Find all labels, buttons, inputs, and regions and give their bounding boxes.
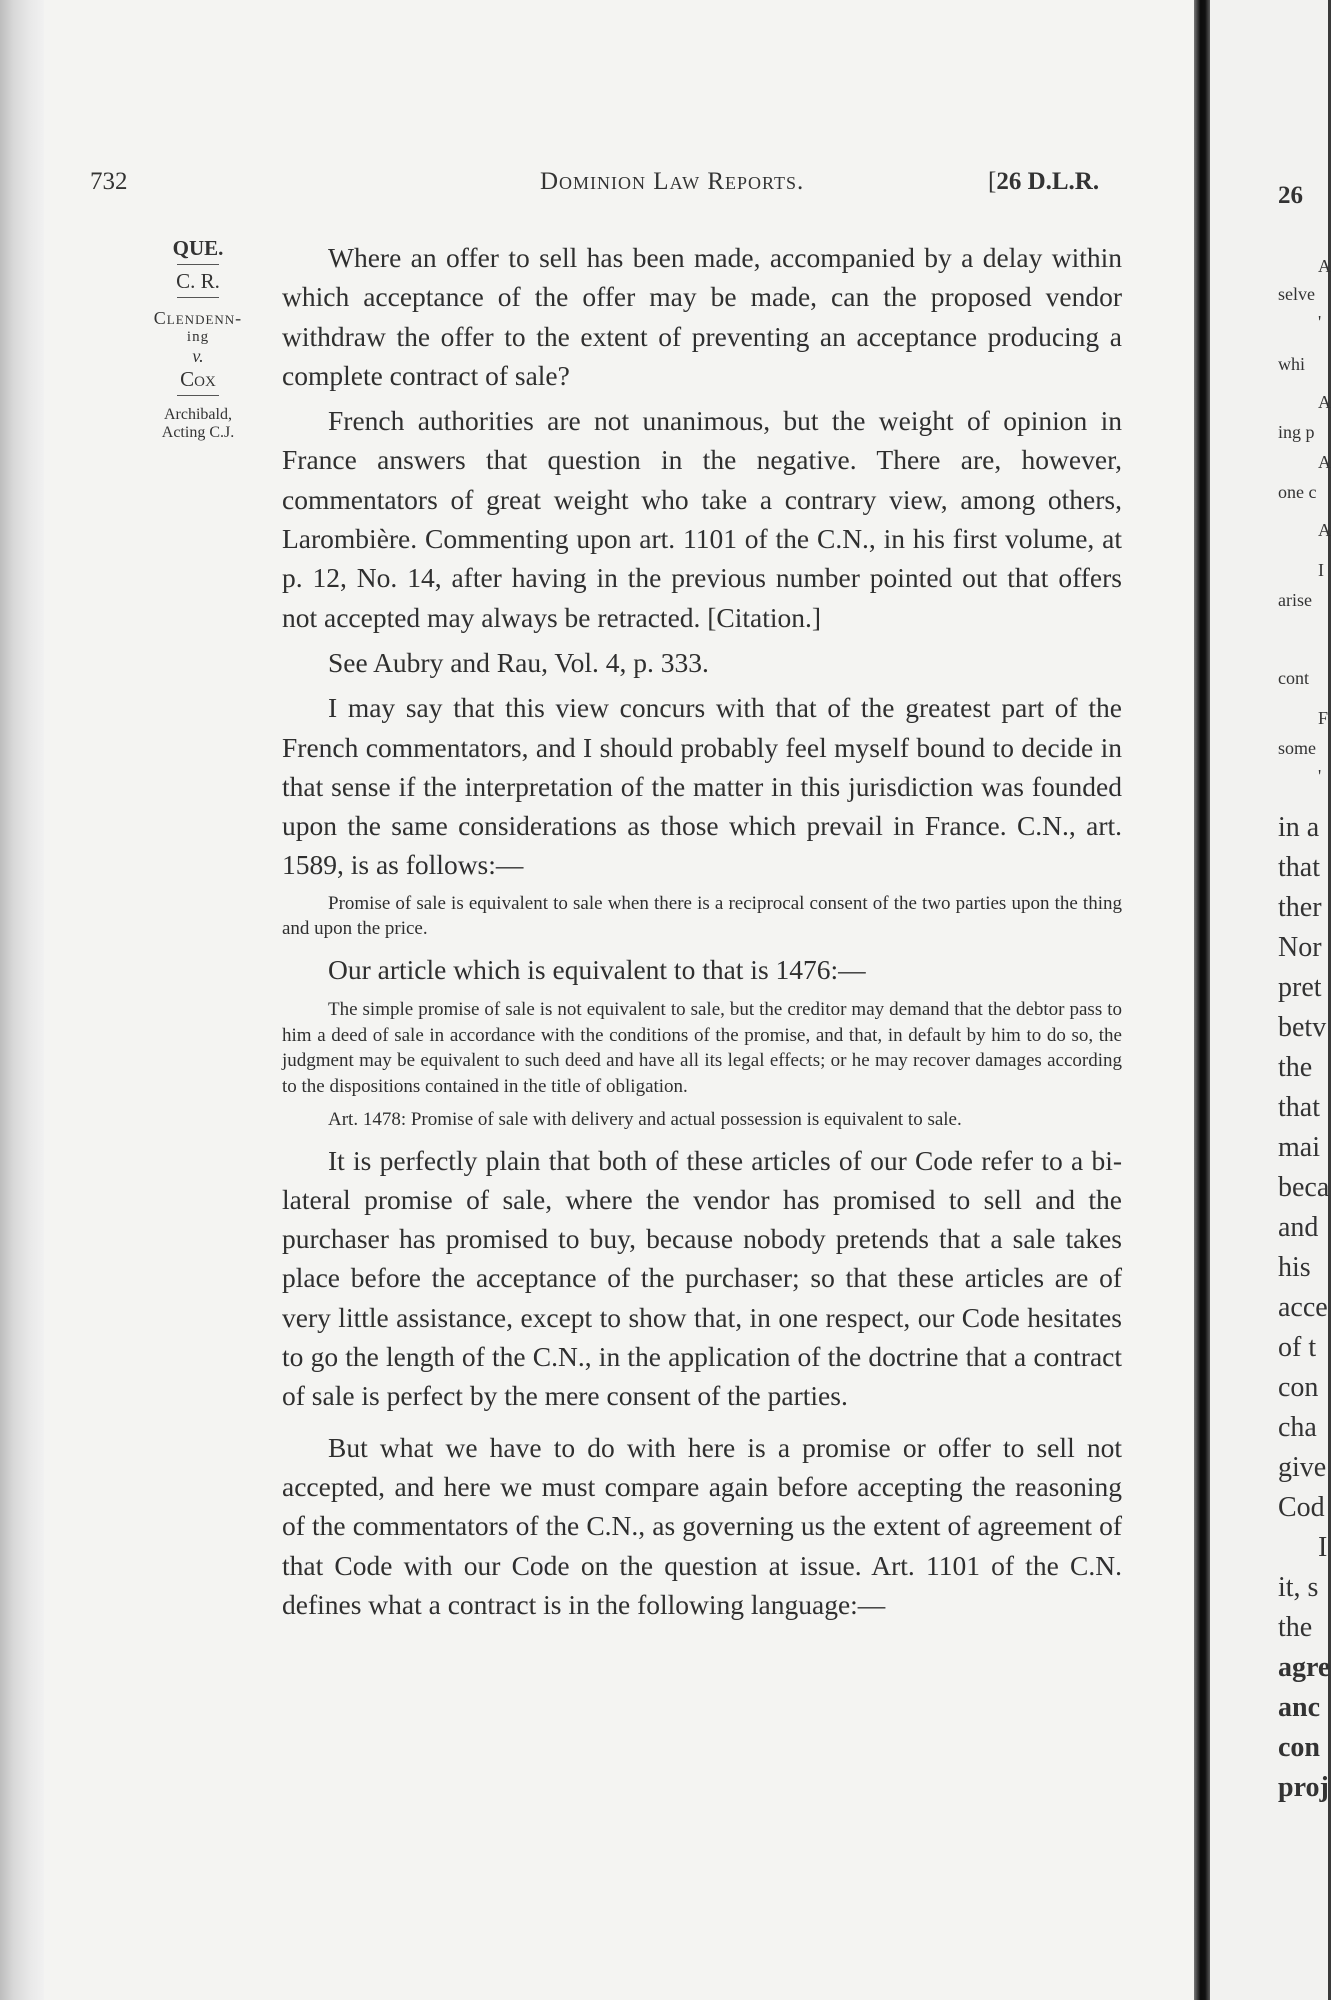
facing-line: ': [1318, 312, 1322, 332]
facing-line: give: [1278, 1452, 1327, 1483]
facing-line: whi: [1278, 354, 1305, 374]
facing-line: A: [1318, 520, 1331, 540]
page-body: [282, 238, 1122, 1624]
book-gutter: [1194, 0, 1210, 2000]
facing-line: agre: [1278, 1652, 1331, 1683]
facing-line: arise: [1278, 590, 1312, 610]
sidebar-rule: [177, 395, 219, 396]
sidebar-rule: [177, 264, 219, 265]
book-left-edge: [0, 0, 44, 2000]
sidebar-rule: [177, 297, 219, 298]
facing-line: ing p: [1278, 422, 1315, 442]
volume-bracket: [: [988, 168, 997, 195]
facing-line: his: [1278, 1252, 1311, 1283]
facing-running-head: 26: [1278, 182, 1303, 209]
facing-line: pret: [1278, 972, 1322, 1003]
page-number: 732: [90, 168, 128, 195]
facing-line: anc: [1278, 1692, 1320, 1723]
facing-line: F: [1318, 708, 1329, 728]
sidebar-party1: Clendenn-: [153, 308, 243, 329]
sidebar-judge: Archibald,: [164, 406, 232, 424]
facing-line: in a: [1278, 812, 1320, 843]
facing-page-fragment: [1210, 0, 1331, 2000]
paragraph: Our article which is equivalent to that is 1476:—: [328, 953, 866, 985]
facing-line: of t: [1278, 1332, 1317, 1363]
facing-line: it, s: [1278, 1572, 1319, 1603]
volume-reference: [988, 168, 1099, 196]
facing-line: proj: [1278, 1772, 1329, 1803]
facing-line: that: [1278, 852, 1320, 883]
sidebar-party1-cont: ing: [186, 328, 210, 345]
facing-line: cha: [1278, 1412, 1317, 1443]
facing-line: con: [1278, 1732, 1320, 1763]
sidebar-party2: Cox: [180, 366, 216, 391]
paragraph: I may say that this view concurs with that of the greatest part of the French commentators, and I should probably feel myself bound to decide in that sense if the interpretation of the matter in this jurisdiction was founded upon the same considerations as those which prevail in France. C.N., art. 1589, is as follows:—: [282, 692, 1122, 881]
facing-line: the: [1278, 1052, 1313, 1083]
facing-line: I: [1318, 1532, 1328, 1563]
sidebar-province: QUE.: [172, 236, 224, 260]
facing-line: cont: [1278, 668, 1309, 688]
facing-line: Cod: [1278, 1492, 1325, 1523]
sidebar-versus: v.: [192, 346, 204, 367]
facing-line: beca: [1278, 1172, 1330, 1203]
facing-line: and: [1278, 1212, 1319, 1243]
paragraph: Where an offer to sell has been made, accompanied by a delay within which acceptance of the offer may be made, can the proposed vendor withdraw the offer to the extent of preventing an acceptance producing a complete contract of sale?: [282, 242, 1122, 391]
facing-line: Nor: [1278, 932, 1322, 963]
quoted-article: Promise of sale is equivalent to sale when there is a reciprocal consent of the two parties upon the thing and upon the price.: [282, 892, 1122, 940]
facing-line: that: [1278, 1092, 1320, 1123]
facing-line: some: [1278, 738, 1316, 758]
paragraph: But what we have to do with here is a promise or offer to sell not accepted, and here we must compare again before accepting the reasoning of the commentators of the C.N., as governing us the extent of agreement of that Code with our Code on the question at issue. Art. 1101 of the C.N. defines what a contract is in the following language:—: [282, 1431, 1122, 1620]
quoted-article: The simple promise of sale is not equivalent to sale, but the creditor may demand that the debtor pass to him a deed of sale in accordance with the conditions of the promise, and that, in default by him to do so, the judgment may be equivalent to such deed and have all its legal effects; or he may recover damages according to the dispositions contained in the title of obligation.: [282, 999, 1122, 1097]
facing-line: mai: [1278, 1132, 1320, 1163]
volume-label: 26 D.L.R.: [996, 168, 1100, 195]
facing-line: one c: [1278, 482, 1317, 502]
paragraph: French authorities are not unanimous, but the weight of opinion in France answers that question in the negative. There are, however, commentators of great weight who take a contrary view, among others, Larombière. Commenting upon art. 1101 of the C.N., in his first volume, at p. 12, No. 14, after having in the previous number pointed out that offers not accepted may always be retracted. [Citation.]: [282, 405, 1122, 633]
facing-line: A: [1318, 392, 1331, 412]
facing-line: A: [1318, 256, 1331, 276]
quoted-article: Art. 1478: Promise of sale with delivery and actual possession is equivalent to sale.: [328, 1109, 962, 1131]
facing-line: the: [1278, 1612, 1313, 1643]
report-title: Dominion Law Reports.: [540, 168, 805, 195]
facing-line: A: [1318, 452, 1331, 472]
sidebar-court: C. R.: [176, 269, 220, 294]
sidebar-judge-title: Acting C.J.: [161, 424, 235, 442]
facing-line: I: [1318, 560, 1324, 580]
running-head: [0, 168, 1194, 204]
facing-line: betv: [1278, 1012, 1327, 1043]
paragraph: It is perfectly plain that both of these articles of our Code refer to a bi-lateral promise of sale, where the vendor has promised to sell and the purchaser has promised to buy, because nobody pretends that a sale takes place before the acceptance of the purchaser; so that these articles are of very little assistance, except to show that, in one respect, our Code hesitates to go the length of the C.N., in the application of the doctrine that a contract of sale is perfect by the mere consent of the parties.: [282, 1144, 1122, 1412]
facing-line: ': [1318, 766, 1322, 786]
paragraph: See Aubry and Rau, Vol. 4, p. 333.: [328, 646, 709, 678]
facing-line: selve: [1278, 284, 1315, 304]
facing-line: acce: [1278, 1292, 1328, 1323]
facing-line: con: [1278, 1372, 1319, 1403]
facing-line: ther: [1278, 892, 1322, 923]
case-sidebar: [118, 236, 278, 443]
